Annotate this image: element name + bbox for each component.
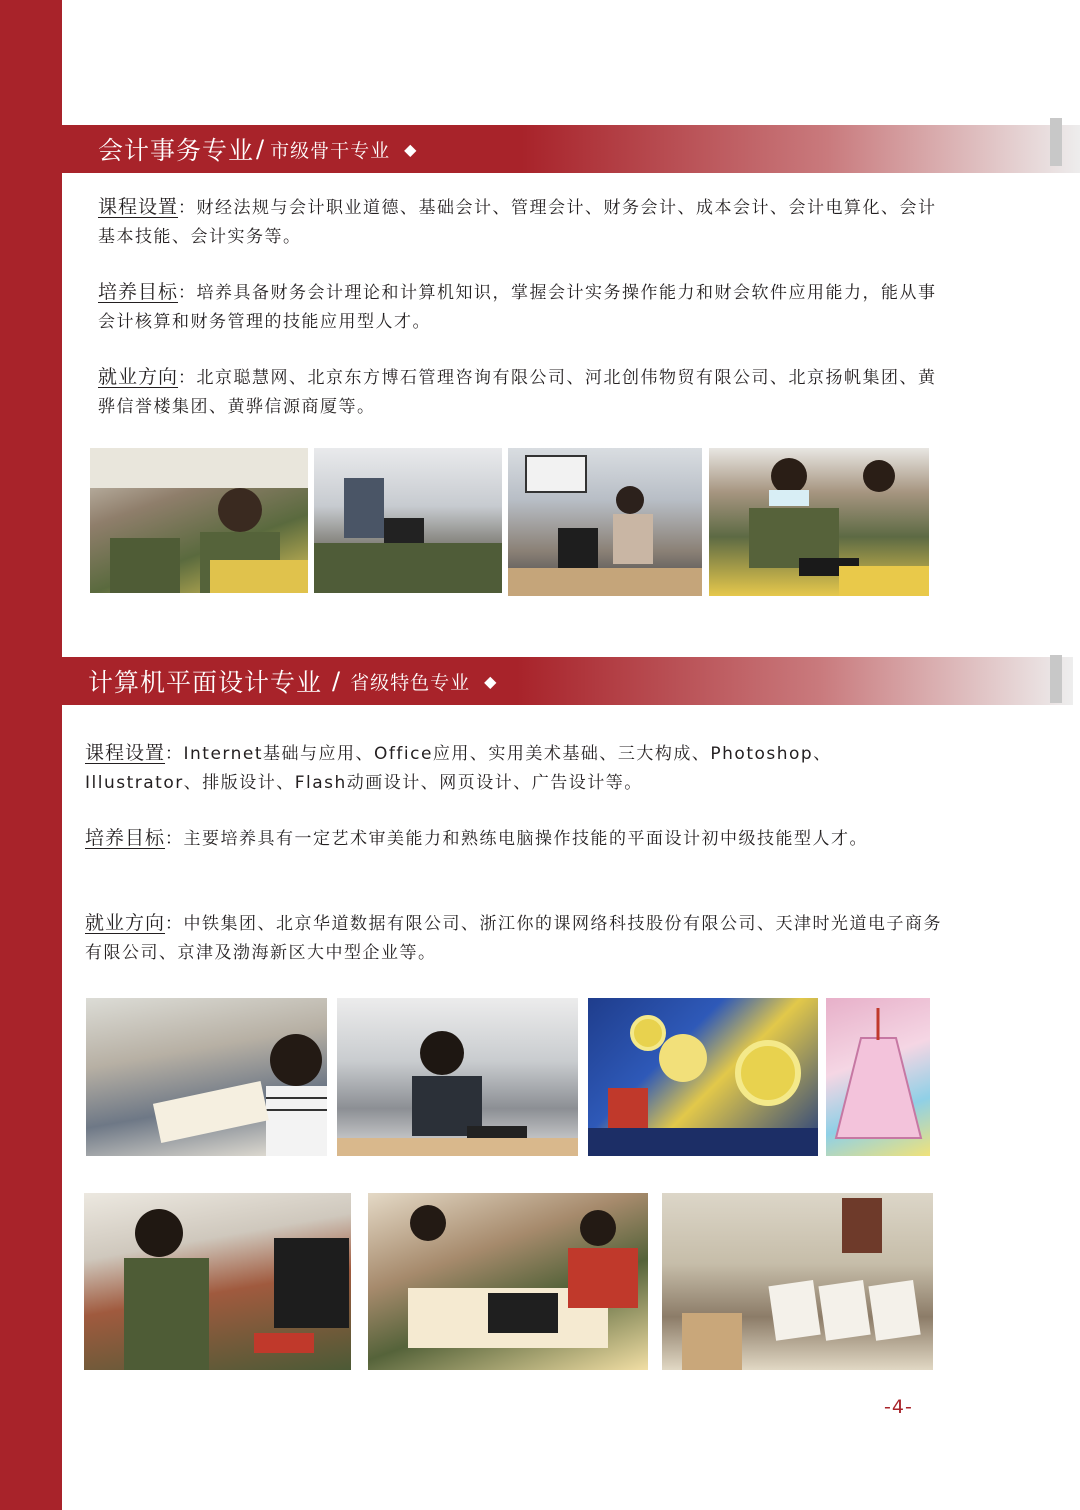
photo-illustration — [368, 1193, 648, 1370]
banner-end-block — [1050, 118, 1062, 166]
photo-illustration — [86, 998, 327, 1156]
section2-title: 计算机平面设计专业 — [88, 668, 323, 697]
course-text: ：财经法规与会计职业道德、基础会计、管理会计、财务会计、成本会计、会计电算化、会计基本技能、会计实务等。 — [98, 198, 937, 247]
course-text: ：Internet基础与应用、Office应用、实用美术基础、三大构成、Photoshop、Illustrator、排版设计、Flash动画设计、网页设计、广告设计等。 — [85, 744, 832, 793]
photo-illustration — [709, 448, 929, 596]
photo-illustration — [588, 998, 818, 1156]
section2-banner — [62, 657, 1073, 705]
section2-subtitle: 省级特色专业 — [350, 671, 471, 694]
photo-students-masks-keyboards — [709, 448, 929, 596]
job-text: ：北京聪慧网、北京东方博石管理咨询有限公司、河北创伟物贸有限公司、北京扬帆集团、黄骅信誉楼集团、黄骅信源商厦等。 — [98, 368, 937, 417]
section2-course — [85, 739, 945, 798]
photo-sketching-students — [86, 998, 327, 1156]
photo-starry-night-mural — [588, 998, 818, 1156]
photo-illustration — [84, 1193, 351, 1370]
banner-end-block — [1050, 655, 1062, 703]
photo-computer-class — [337, 998, 578, 1156]
photo-illustration — [90, 448, 308, 593]
diamond-icon: ◆ — [404, 139, 417, 159]
goal-text: ：主要培养具有一定艺术审美能力和熟练电脑操作技能的平面设计初中级技能型人才。 — [165, 829, 869, 849]
section2-goal — [85, 824, 945, 854]
photo-dress-painting — [826, 998, 930, 1156]
section1-slash: / — [256, 135, 265, 163]
photo-illustration — [314, 448, 502, 593]
course-label: 课程设置 — [98, 196, 179, 218]
section1-job — [98, 363, 948, 422]
left-red-bar — [0, 0, 62, 1510]
job-text: ：中铁集团、北京华道数据有限公司、浙江你的课网络科技股份有限公司、天津时光道电子商务有限公司、京津及渤海新区大中型企业等。 — [85, 914, 943, 963]
section2-slash: / — [332, 667, 341, 695]
photo-illustration — [508, 448, 702, 596]
goal-label: 培养目标 — [98, 281, 179, 303]
photo-computer-lab — [314, 448, 502, 593]
photo-illustration — [337, 998, 578, 1156]
photo-classroom-students — [90, 448, 308, 593]
section2-job — [85, 909, 945, 968]
goal-text: ：培养具备财务会计理论和计算机知识，掌握会计实务操作能力和财会软件应用能力，能从事会计核算和财务管理的技能应用型人才。 — [98, 283, 937, 332]
job-label: 就业方向 — [98, 366, 179, 388]
photo-art-studio-easels — [662, 1193, 933, 1370]
photo-illustration — [826, 998, 930, 1156]
photo-illustration — [662, 1193, 933, 1370]
section1-banner — [62, 125, 1080, 173]
photo-student-computer-design — [84, 1193, 351, 1370]
section1-title: 会计事务专业 — [98, 136, 255, 165]
photo-calligraphy-students — [368, 1193, 648, 1370]
section1-subtitle: 市级骨干专业 — [270, 139, 391, 162]
course-label: 课程设置 — [85, 742, 166, 764]
section1-course — [98, 193, 948, 252]
goal-label: 培养目标 — [85, 827, 166, 849]
job-label: 就业方向 — [85, 912, 166, 934]
section1-goal — [98, 278, 948, 337]
page-number: -4- — [884, 1396, 913, 1418]
photo-teacher-guidance — [508, 448, 702, 596]
diamond-icon: ◆ — [484, 671, 497, 691]
